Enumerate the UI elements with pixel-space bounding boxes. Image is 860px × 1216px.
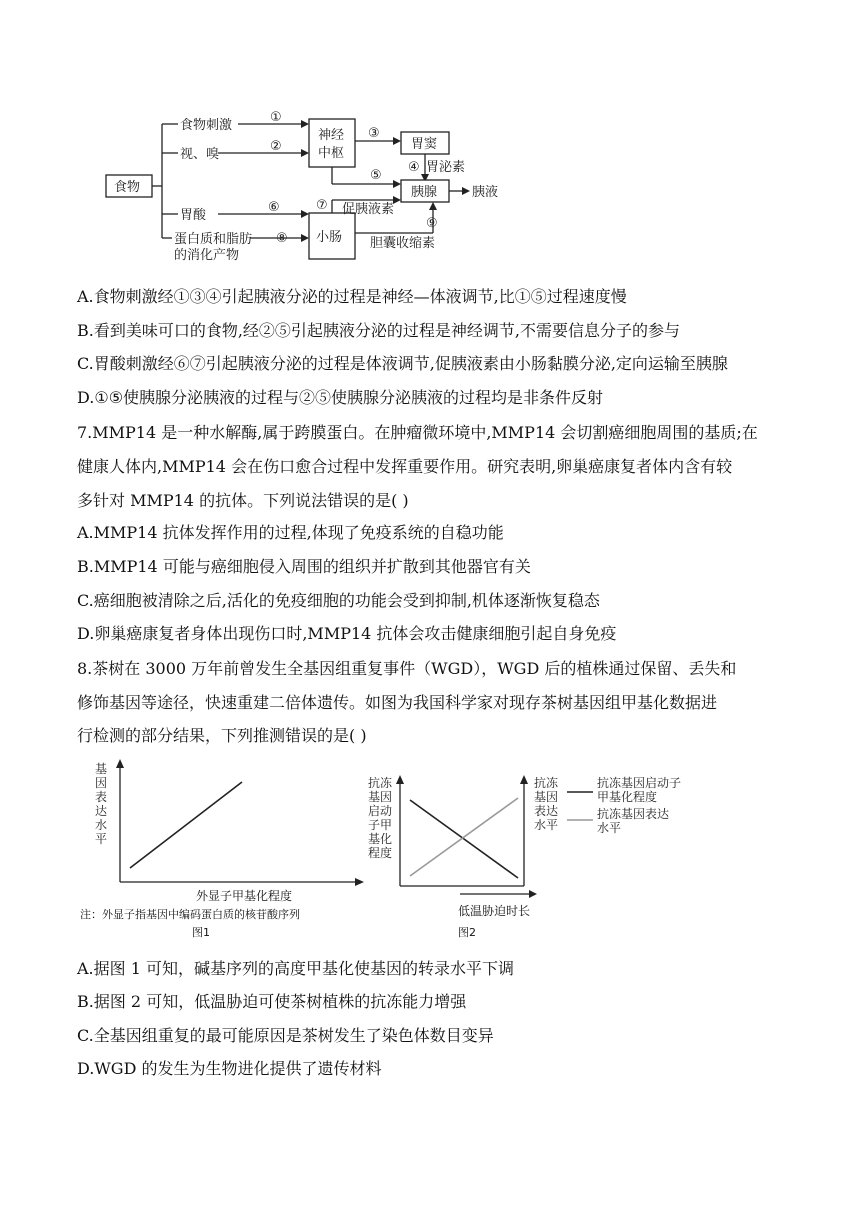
center-line1: 神经 bbox=[318, 128, 345, 143]
fig2-legend-swatches bbox=[565, 788, 595, 828]
gastrin-label: 胃泌素 bbox=[426, 160, 466, 175]
digestion-products-label: 的消化产物 bbox=[174, 248, 240, 263]
num-5: ⑤ bbox=[370, 168, 382, 183]
protein-fat-label: 蛋白质和脂肪 bbox=[174, 232, 253, 247]
num-1: ① bbox=[270, 110, 282, 125]
q7-stem-line3: 多针对 MMP14 的抗体。下列说法错误的是( ) bbox=[77, 491, 409, 510]
q7-option-a: A.MMP14 抗体发挥作用的过程,体现了免疫系统的自稳功能 bbox=[77, 523, 504, 542]
q6-option-d: D.①⑤使胰腺分泌胰液的过程与②⑤使胰腺分泌胰液的过程均是非条件反射 bbox=[77, 388, 604, 407]
q8-option-b: B.据图 2 可知，低温胁迫可使茶树植株的抗冻能力增强 bbox=[77, 992, 467, 1011]
pancreas-regulation-diagram bbox=[100, 105, 520, 275]
stomach-label: 胃窦 bbox=[411, 137, 438, 152]
num-7: ⑦ bbox=[316, 198, 328, 213]
q8-stem-line3: 行检测的部分结果，下列推测错误的是( ) bbox=[77, 726, 367, 745]
fig2-legend-1: 抗冻基因启动子 甲基化程度 bbox=[597, 776, 682, 804]
small-intestine-label: 小肠 bbox=[316, 230, 343, 245]
fig2-left-label: 抗冻 基因 启动 子甲 基化 程度 bbox=[368, 776, 393, 860]
num-6: ⑥ bbox=[268, 200, 280, 215]
q7-option-c: C.癌细胞被清除之后,活化的免疫细胞的功能会受到抑制,机体逐渐恢复稳态 bbox=[77, 591, 600, 610]
fig1-caption: 图1 bbox=[192, 926, 210, 939]
fig1-line bbox=[130, 782, 242, 868]
fig2-time-arrow bbox=[458, 890, 538, 900]
fig2-plot bbox=[396, 770, 536, 892]
q6-option-c: C.胃酸刺激经⑥⑦引起胰液分泌的过程是体液调节,促胰液素由小肠黏膜分泌,定向运输至胰腺 bbox=[77, 354, 728, 373]
num-3: ③ bbox=[368, 126, 380, 141]
q7-option-b: B.MMP14 可能与癌细胞侵入周围的组织并扩散到其他器官有关 bbox=[77, 557, 531, 576]
q6-option-a: A.食物刺激经①③④引起胰液分泌的过程是神经—体液调节,比①⑤过程速度慢 bbox=[77, 287, 627, 306]
q6-option-b: B.看到美味可口的食物,经②⑤引起胰液分泌的过程是神经调节,不需要信息分子的参与 bbox=[77, 321, 681, 340]
fig1-note: 注：外显子指基因中编码蛋白质的核苷酸序列 bbox=[80, 908, 300, 921]
fig2-right-label: 抗冻 基因 表达 水平 bbox=[534, 776, 559, 832]
num-4: ④ bbox=[408, 160, 420, 175]
fig1-ylabel: 基 因 表 达 水 平 bbox=[94, 762, 107, 846]
fig1-xlabel: 外显子甲基化程度 bbox=[196, 889, 293, 903]
fig2-methylation-line bbox=[410, 800, 518, 878]
num-2: ② bbox=[270, 139, 282, 154]
fig2-expression-line bbox=[410, 798, 518, 876]
cck-label: 胆囊收缩素 bbox=[370, 236, 436, 251]
pancreas-label: 胰腺 bbox=[411, 185, 438, 200]
center-line2: 中枢 bbox=[318, 146, 345, 161]
fig1-plot bbox=[112, 758, 372, 888]
q7-stem-line2: 健康人体内,MMP14 会在伤口愈合过程中发挥重要作用。研究表明,卵巢癌康复者体内含有较 bbox=[77, 457, 733, 476]
fig2-xlabel: 低温胁迫时长 bbox=[458, 904, 531, 918]
pancreatic-juice-label: 胰液 bbox=[472, 185, 499, 200]
fig2-caption: 图2 bbox=[458, 926, 476, 939]
q7-option-d: D.卵巢癌康复者身体出现伤口时,MMP14 抗体会攻击健康细胞引起自身免疫 bbox=[77, 624, 617, 643]
sight-smell-label: 视、嗅 bbox=[180, 147, 220, 162]
gastric-acid-label: 胃酸 bbox=[180, 208, 207, 223]
secretin-label: 促胰液素 bbox=[342, 202, 395, 217]
q8-option-a: A.据图 1 可知，碱基序列的高度甲基化使基因的转录水平下调 bbox=[77, 959, 514, 978]
num-9: ⑨ bbox=[426, 216, 438, 231]
q7-stem-line1: 7.MMP14 是一种水解酶,属于跨膜蛋白。在肿瘤微环境中,MMP14 会切割癌细胞周围的基质;在 bbox=[77, 423, 758, 442]
q8-stem-line1: 8.茶树在 3000 万年前曾发生全基因组重复事件（WGD），WGD 后的植株通过保留、丢失和 bbox=[77, 659, 737, 678]
q8-option-d: D.WGD 的发生为生物进化提供了遗传材料 bbox=[77, 1059, 382, 1078]
food-stimulus-label: 食物刺激 bbox=[180, 118, 233, 133]
q8-option-c: C.全基因组重复的最可能原因是茶树发生了染色体数目变异 bbox=[77, 1026, 494, 1045]
num-8: ⑧ bbox=[276, 231, 288, 246]
q8-stem-line2: 修饰基因等途径，快速重建二倍体遗传。如图为我国科学家对现存茶树基因组甲基化数据进 bbox=[77, 693, 718, 712]
fig2-legend-2: 抗冻基因表达 水平 bbox=[597, 807, 670, 835]
food-label: 食物 bbox=[114, 180, 141, 195]
